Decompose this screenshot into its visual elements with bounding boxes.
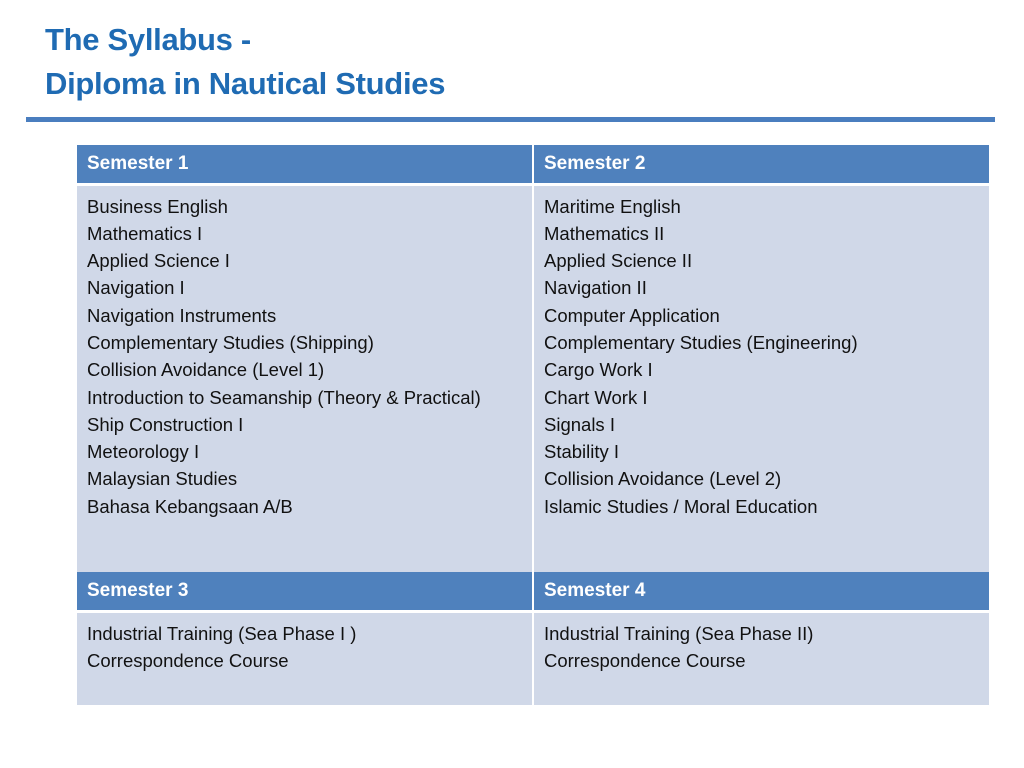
course-list-semester-3 <box>77 611 533 705</box>
course-item: Applied Science I <box>87 250 230 272</box>
course-item: Islamic Studies / Moral Education <box>544 495 818 517</box>
course-item: Chart Work I <box>544 386 648 408</box>
syllabus-table-semesters-1-2 <box>77 145 989 589</box>
course-item: Correspondence Course <box>87 649 289 671</box>
title-divider <box>26 117 995 122</box>
table-row <box>77 184 989 589</box>
course-item: Correspondence Course <box>544 649 746 671</box>
course-item: Collision Avoidance (Level 2) <box>544 468 782 490</box>
course-item: Stability I <box>544 441 620 463</box>
course-item: Malaysian Studies <box>87 468 238 490</box>
table-header-row <box>77 145 989 184</box>
course-item: Business English <box>87 195 228 217</box>
header-semester-1: Semester 1 <box>77 145 533 184</box>
title-line-1: The Syllabus - <box>45 22 251 57</box>
course-item: Navigation I <box>87 277 185 299</box>
course-item: Industrial Training (Sea Phase II) <box>544 622 814 644</box>
course-item: Complementary Studies (Engineering) <box>544 331 858 353</box>
course-item: Mathematics I <box>87 222 203 244</box>
table-header-row <box>77 572 989 611</box>
course-item: Collision Avoidance (Level 1) <box>87 359 325 381</box>
course-item: Navigation Instruments <box>87 304 277 326</box>
course-item: Mathematics II <box>544 222 665 244</box>
course-item: Complementary Studies (Shipping) <box>87 331 374 353</box>
slide-title <box>45 18 945 106</box>
header-semester-4: Semester 4 <box>533 572 989 611</box>
course-list-semester-2 <box>533 184 989 589</box>
course-item: Cargo Work I <box>544 359 653 381</box>
course-item: Meteorology I <box>87 441 200 463</box>
course-list-semester-4 <box>533 611 989 705</box>
course-item: Introduction to Seamanship (Theory & Practical) <box>87 386 481 408</box>
header-semester-2: Semester 2 <box>533 145 989 184</box>
table-row <box>77 611 989 705</box>
course-item: Industrial Training (Sea Phase I ) <box>87 622 357 644</box>
course-list-semester-1 <box>77 184 533 589</box>
course-item: Ship Construction I <box>87 413 244 435</box>
course-item: Applied Science II <box>544 250 693 272</box>
course-item: Signals I <box>544 413 615 435</box>
course-item: Computer Application <box>544 304 720 326</box>
course-item: Maritime English <box>544 195 681 217</box>
course-item: Bahasa Kebangsaan A/B <box>87 495 293 517</box>
syllabus-table-semesters-3-4 <box>77 572 989 705</box>
title-line-2: Diploma in Nautical Studies <box>45 66 446 101</box>
course-item: Navigation II <box>544 277 647 299</box>
header-semester-3: Semester 3 <box>77 572 533 611</box>
